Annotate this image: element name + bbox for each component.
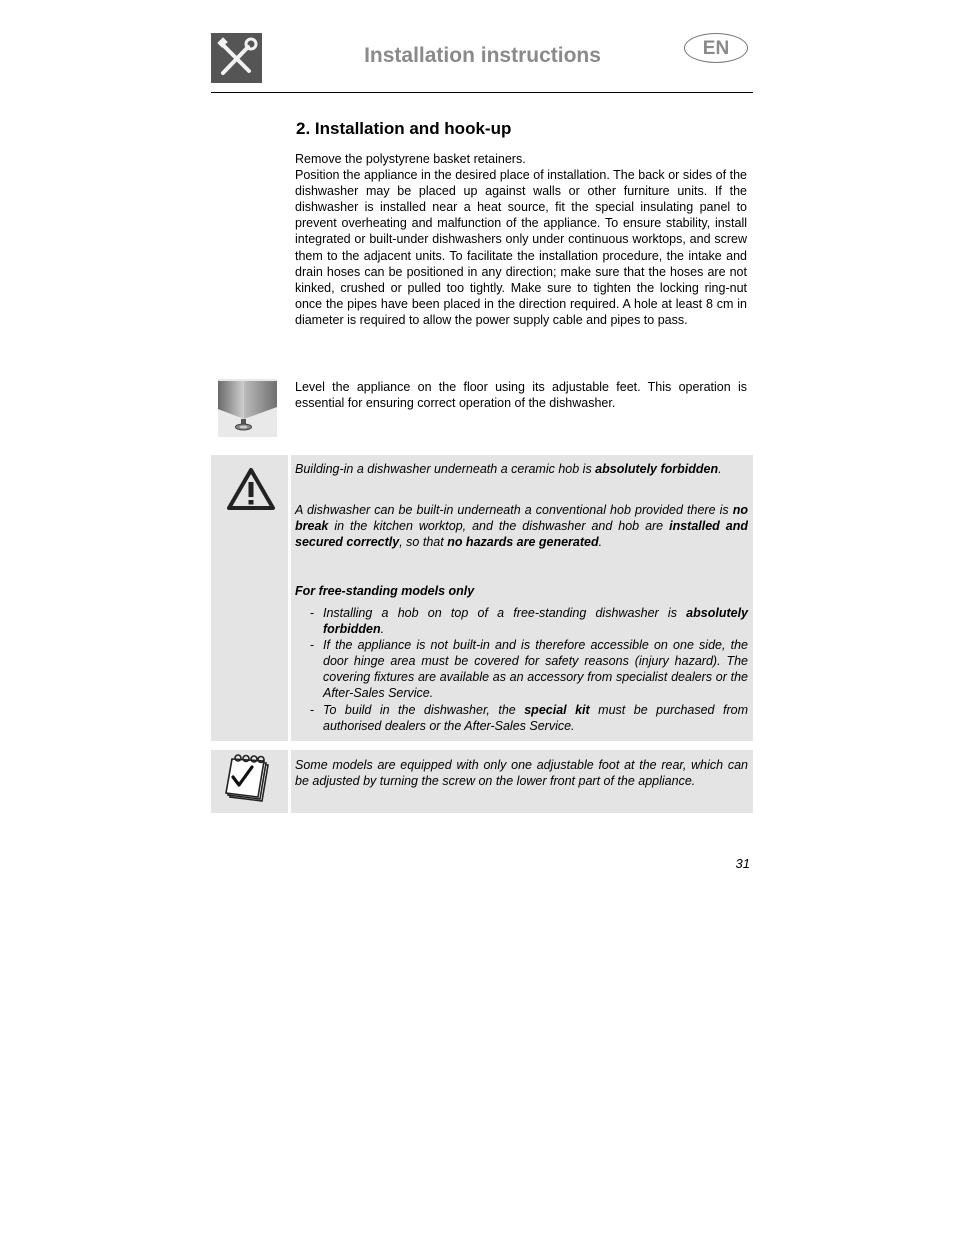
- warning-ceramic-hob: Building-in a dishwasher underneath a ceramic hob is absolutely forbidden.: [295, 462, 722, 476]
- list-item: - Installing a hob on top of a free-standing dishwasher is absolutely forbidden.: [310, 606, 748, 637]
- tools-icon: [211, 33, 262, 83]
- note-box: [211, 750, 753, 813]
- note-text: Some models are equipped with only one adjustable foot at the rear, which can be adjusted by turning the screw on the lower front part of the appliance.: [295, 758, 748, 789]
- page-number: 31: [735, 856, 750, 871]
- warning-conventional-hob: A dishwasher can be built-in underneath a conventional hob provided there is no break in the kitchen worktop, and the dishwasher and hob are installed and secured correctly, so that no hazards are generated.: [295, 503, 748, 550]
- warning-triangle-icon: [225, 466, 277, 512]
- header-divider: [211, 92, 753, 93]
- intro-paragraph: [295, 151, 747, 328]
- warning-icon-cell: [211, 455, 288, 741]
- intro-body: Position the appliance in the desired place of installation. The back or sides of the dishwasher may be placed up against walls or other furniture units. If the dishwasher is installed near a heat source, fit the special insulating panel to prevent overheating and malfunction of the appliance. To ensure stability, install integrated or built-under dishwashers only under continuous worktops, and screw them to the adjacent units. To facilitate the installation procedure, the intake and drain hoses can be positioned in any direction; make sure that the hoses are not kinked, crushed or pulled too tightly. Make sure to tighten the locking ring-nut once the pipes have been placed in the direction required. A hole at least 8 cm in diameter is required to allow the power supply cable and pipes to pass.: [295, 168, 747, 327]
- leveling-paragraph: Level the appliance on the floor using its adjustable feet. This operation is essential for ensuring correct operation of the dishwasher.: [295, 380, 747, 411]
- adjustable-foot-image: [218, 379, 277, 437]
- intro-line: Remove the polystyrene basket retainers.: [295, 152, 526, 166]
- free-standing-list: [295, 605, 748, 734]
- language-badge: EN: [684, 33, 748, 63]
- section-title: 2. Installation and hook-up: [296, 119, 512, 138]
- free-standing-heading: For free-standing models only: [295, 584, 475, 598]
- list-item: - If the appliance is not built-in and is therefore accessible on one side, the door hinge area must be covered for safety reasons (injury hazard). The covering fixtures are available as an accessory from specialist dealers or the After-Sales Service.: [310, 638, 748, 701]
- note-text-cell: [291, 750, 753, 813]
- warning-box: [211, 455, 753, 741]
- warning-text-cell: [291, 455, 753, 741]
- notepad-check-icon: [222, 753, 274, 803]
- page-header-title: Installation instructions: [364, 44, 601, 67]
- list-item: - To build in the dishwasher, the special kit must be purchased from authorised dealers or the After-Sales Service.: [310, 702, 748, 733]
- note-icon-cell: [211, 750, 288, 813]
